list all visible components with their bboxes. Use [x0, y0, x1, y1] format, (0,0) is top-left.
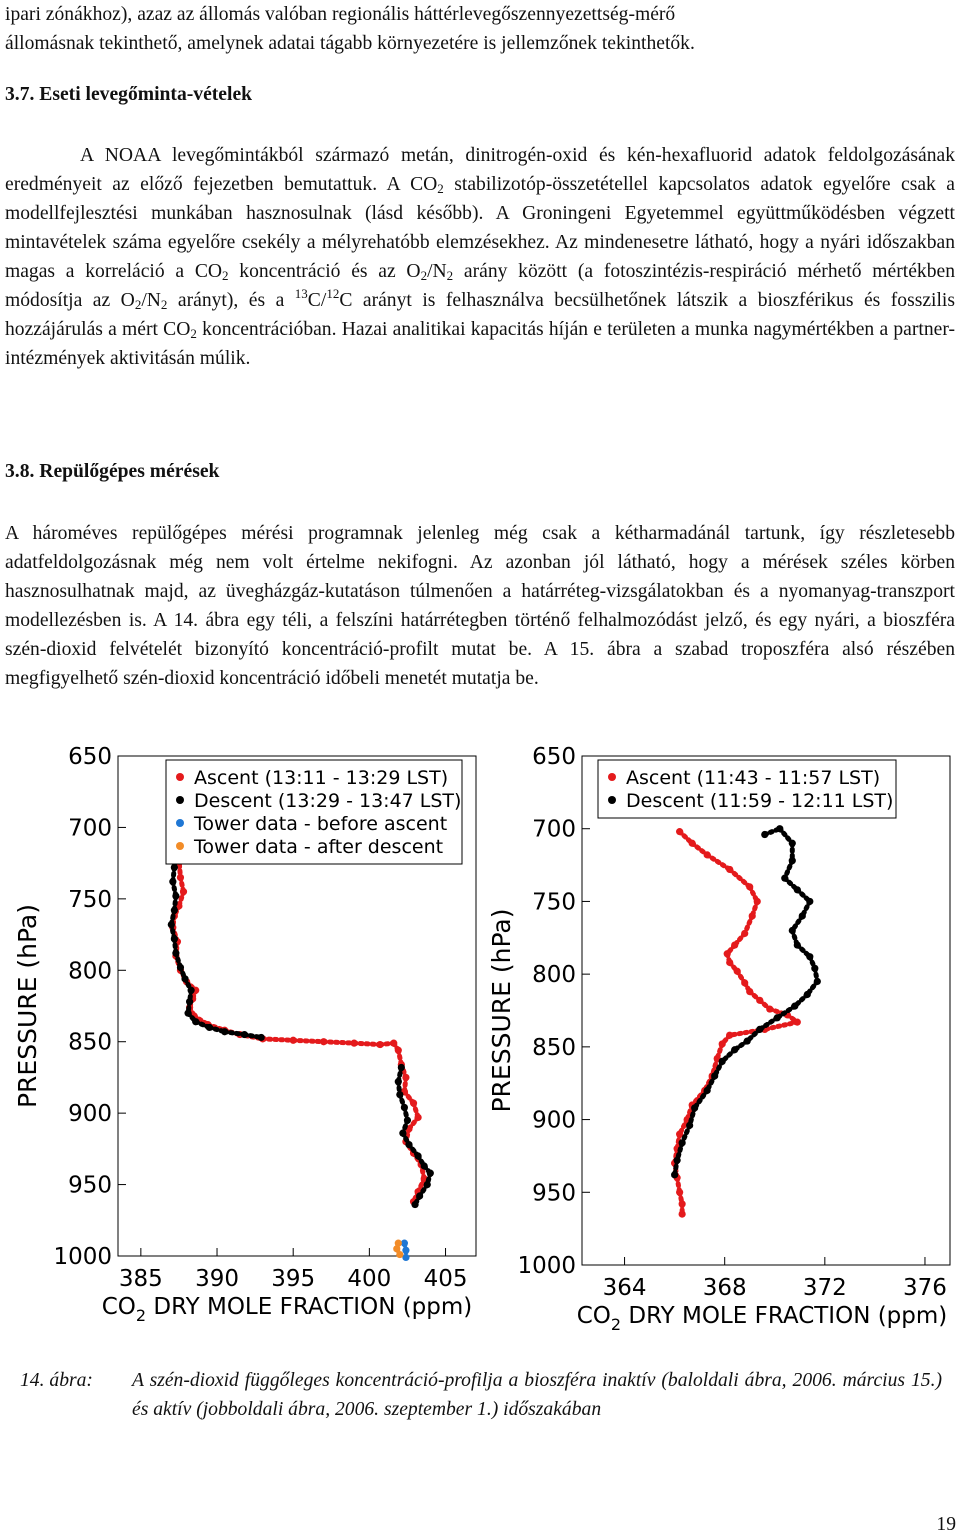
chart-right-ytick-label-3: 800: [532, 962, 576, 989]
chart-left-xtick-label-4: 405: [423, 1266, 468, 1292]
chart-right-ytick-label-2: 750: [532, 889, 576, 916]
chart-right-ytick-label-4: 850: [532, 1034, 576, 1061]
chart-right-ytick-label-5: 900: [532, 1107, 576, 1134]
chart-right-series-0-trail-2: [707, 855, 730, 870]
chart-left-xtick-label-2: 395: [271, 1266, 316, 1292]
chart-left-series-0-trail-19: [263, 1039, 293, 1040]
chart-left-series-3-point-2: [396, 1251, 403, 1258]
chart-left-series-0-trail-20: [293, 1040, 323, 1041]
intro-line-2: állomásnak tekinthető, amelynek adatai tágabb környezetére is jellemzőnek tekinthetők.: [5, 33, 695, 54]
chart-right-xtick-label-0: 364: [602, 1275, 647, 1301]
chart-right-series-1-point-26: [671, 1171, 678, 1178]
chart-left-ytick-label-7: 1000: [53, 1244, 112, 1270]
chart-left-ytick-label-5: 900: [68, 1101, 112, 1128]
chart-left-ytick-label-2: 750: [68, 886, 112, 913]
chart-left-series-1-point-32: [411, 1201, 418, 1208]
chart-right-ylabel: PRESSURE (hPa): [487, 908, 516, 1113]
chart-right-legend-marker-1: [608, 796, 616, 804]
chart-left: [6, 738, 484, 1350]
chart-right-series-0-point-32: [679, 1211, 686, 1218]
chart-right: [486, 738, 956, 1350]
figure-caption-label: 14. ábra:: [20, 1370, 93, 1391]
chart-right-legend-label-0: Ascent (11:43 - 11:57 LST): [626, 767, 881, 789]
chart-left-legend-label-0: Ascent (13:11 - 13:29 LST): [194, 767, 449, 789]
chart-left-legend-marker-1: [176, 796, 184, 804]
chart-right-xtick-label-1: 368: [702, 1275, 747, 1301]
chart-left-xlabel: $CO_2$ DRY MOLE FRACTION (ppm): [101, 1294, 473, 1325]
section-heading-3-8: 3.8. Repülőgépes mérések: [5, 461, 220, 482]
figure-caption-text: A szén-dioxid függőleges koncentráció-profilja a bioszféra inaktív (baloldali ábra, 2006. március 15.) és aktív (jobboldali ábra, 2006. szeptember 1.) időszakában: [132, 1370, 942, 1420]
chart-right-svg: [486, 738, 956, 1350]
section-3-8-paragraph: A hároméves repülőgépes mérési programnak jelenleg még csak a kétharmadánál tartunk, így részletesebb adatfeldolgozásnak még nem volt értelme nekifogni. Az azonban jól látható, hogy a mérések széles körben hasznosulhatnak majd, az üvegházgáz-kutatáson túlmenően a határréteg-vizsgálatokban és a nyomanyag-transzport modellezésben is. A 14. ábra egy téli, a felszíni határrétegben történő felhalmozódást jelző, és egy nyári, a bioszféra szén-dioxid felvételét bizonyító koncentráció-profilt mutat be. A 15. ábra a szabad troposzféra alsó részében megfigyelhető szén-dioxid koncentráció időbeli menetét mutatja be.: [5, 523, 955, 689]
chart-left-ytick-label-0: 650: [68, 744, 112, 770]
figure-caption: [20, 1366, 942, 1456]
chart-right-ytick-label-0: 650: [532, 744, 576, 770]
chart-right-legend-label-1: Descent (11:59 - 12:11 LST): [626, 790, 894, 812]
chart-left-xtick-label-3: 400: [347, 1266, 392, 1292]
chart-right-xlabel: $CO_2$ DRY MOLE FRACTION (ppm): [576, 1303, 948, 1334]
chart-left-ytick-label-6: 950: [68, 1172, 112, 1199]
chart-left-ylabel: PRESSURE (hPa): [13, 903, 42, 1109]
intro-line-1: ipari zónákhoz), azaz az állomás valóban regionális háttérlevegőszennyezettség-mérő: [5, 4, 676, 25]
chart-left-svg: [6, 738, 484, 1350]
chart-right-series-0-trail-3: [730, 869, 750, 886]
chart-left-ytick-label-4: 850: [68, 1029, 112, 1056]
chart-left-ytick-label-1: 700: [68, 815, 112, 842]
chart-right-ytick-label-1: 700: [532, 816, 576, 843]
chart-left-series-0-trail-22: [354, 1043, 380, 1044]
chart-left-ytick-label-3: 800: [68, 958, 112, 985]
chart-left-legend-label-3: Tower data - after descent: [194, 836, 444, 858]
chart-right-xtick-label-3: 376: [903, 1275, 947, 1301]
chart-left-series-0-trail-21: [324, 1042, 354, 1043]
section-heading-3-7: 3.7. Eseti levegőminta-vételek: [5, 84, 253, 105]
chart-left-legend-label-2: Tower data - before ascent: [194, 813, 448, 835]
chart-left-xtick-label-1: 390: [195, 1266, 239, 1292]
chart-left-legend-marker-0: [176, 773, 184, 781]
section-3-7-paragraph: A NOAA levegőmintákból származó metán, dinitrogén-oxid és kén-hexafluorid adatok feldolgozásának eredményeit az előző fejezetben bemutattuk. A $CO_2$ stabilizotóp-összetétellel kapcsolatos adatok egyelőre csak a modellfejlesztési munkában hasznosulnak (lásd később). A Groningeni Egyetemmel együttműködésben végzett mintavételek száma egyelőre csekély a mélyrehatóbb elemzésekhez. Az mindenesetre látható, hogy a nyári időszakban magas a korreláció a $CO_2$ koncentráció és az $O_2/N_2$ arány között (a fotoszintézis-respiráció mérhető mértékben módosítja az $O_2/N_2$ arányt), és a $^{13}$C/$^{12}$C arányt is felhasználva becsülhetőnek látszik a bioszférikus és fosszilis hozzájárulás a mért $CO_2$ koncentrációban. Hazai analitikai kapacitás híján e területen a munka nagymértékben a partner-intézmények aktivitásán múlik.: [5, 145, 955, 369]
chart-right-legend-marker-0: [608, 773, 616, 781]
page-number: 19: [936, 1514, 956, 1535]
chart-right-ytick-label-7: 1000: [517, 1253, 576, 1279]
chart-left-xtick-label-0: 385: [118, 1266, 163, 1292]
chart-left-legend-marker-2: [176, 819, 184, 827]
chart-left-series-1-point-19: [258, 1034, 265, 1041]
chart-right-xtick-label-2: 372: [802, 1275, 847, 1301]
chart-left-legend-marker-3: [176, 842, 184, 850]
chart-right-ytick-label-6: 950: [532, 1180, 576, 1207]
chart-left-legend-label-1: Descent (13:29 - 13:47 LST): [194, 790, 462, 812]
